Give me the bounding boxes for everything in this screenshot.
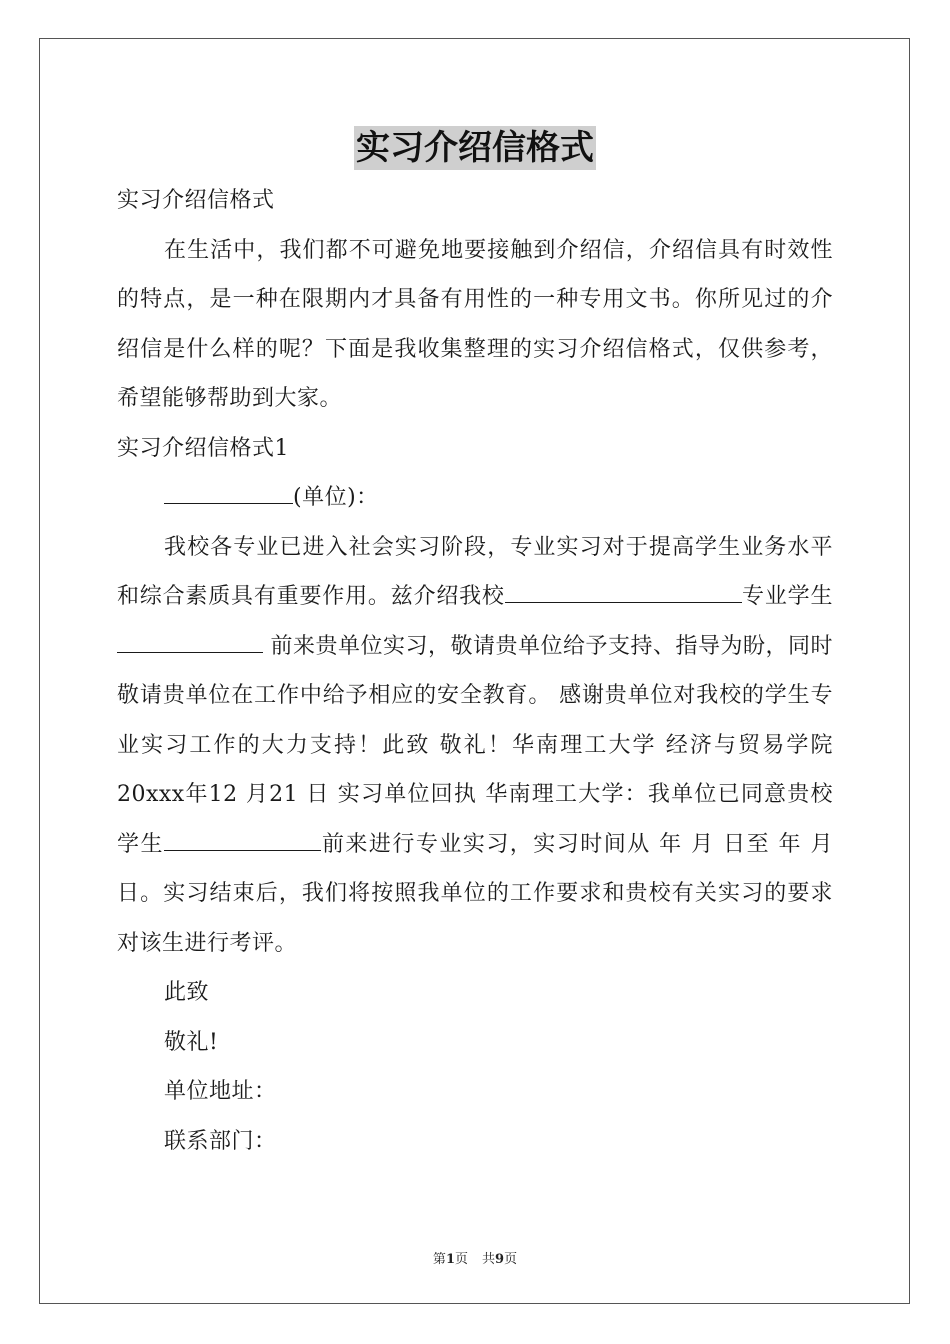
- document-body: [117, 176, 833, 1166]
- letter-body-part4: 前来进行专业实习，实习时间从 年 月 日至 年 月 日。实习结束后，我们将按照我单位的工作要求和贵校有关实习的要求对该生进行考评。: [117, 831, 833, 956]
- closing-line-1: 此致: [164, 980, 210, 1005]
- footer-page-current: 1: [445, 1252, 455, 1267]
- receipt-student-blank: [164, 828, 321, 851]
- document-title-text: 实习介绍信格式: [356, 128, 594, 168]
- closing-line-2: 敬礼!: [164, 1029, 219, 1055]
- field-address: 单位地址：: [164, 1079, 277, 1104]
- letter-body-part3: 前来贵单位实习，敬请贵单位给予支持、指导为盼，同时敬请贵单位在工作中给予相应的安全教育。 感谢贵单位对我校的学生专业实习工作的大力支持！此致 敬礼！华南理工大学 经济与贸易学院 20xxx年12 月21 日 实习单位回执 华南理工大学：我单位已同意贵校学生: [117, 633, 833, 857]
- student-name-blank: [117, 630, 263, 653]
- letter-body-part1: 我校各专业已进入社会实习阶段，专业实习对于提高学生业务水平和综合素质具有重要作用。兹介绍我校: [117, 534, 833, 609]
- footer-page-total: 9: [495, 1252, 505, 1267]
- footer-total-suffix: 页: [504, 1252, 518, 1267]
- page-footer: [0, 1248, 950, 1267]
- intro-paragraph: 在生活中，我们都不可避免地要接触到介绍信，介绍信具有时效性的特点，是一种在限期内才具备有用性的一种专用文书。你所见过的介绍信是什么样的呢？下面是我收集整理的实习介绍信格式，仅供参考，希望能够帮助到大家。: [117, 237, 833, 411]
- field-department: 联系部门：: [164, 1128, 277, 1154]
- major-blank: [505, 580, 742, 603]
- footer-total-prefix: 共: [482, 1252, 496, 1267]
- letter-addressee: [117, 473, 833, 523]
- section-heading: 实习介绍信格式1: [117, 435, 289, 461]
- addressee-blank: [164, 481, 293, 504]
- addressee-suffix: (单位)：: [293, 485, 379, 510]
- document-subtitle: 实习介绍信格式: [117, 188, 275, 213]
- footer-page-suffix: 页: [454, 1252, 468, 1267]
- letter-body-part2: 专业学生: [741, 584, 833, 609]
- footer-page-prefix: 第: [432, 1252, 446, 1267]
- letter-body: [117, 523, 833, 969]
- document-title: [0, 126, 950, 170]
